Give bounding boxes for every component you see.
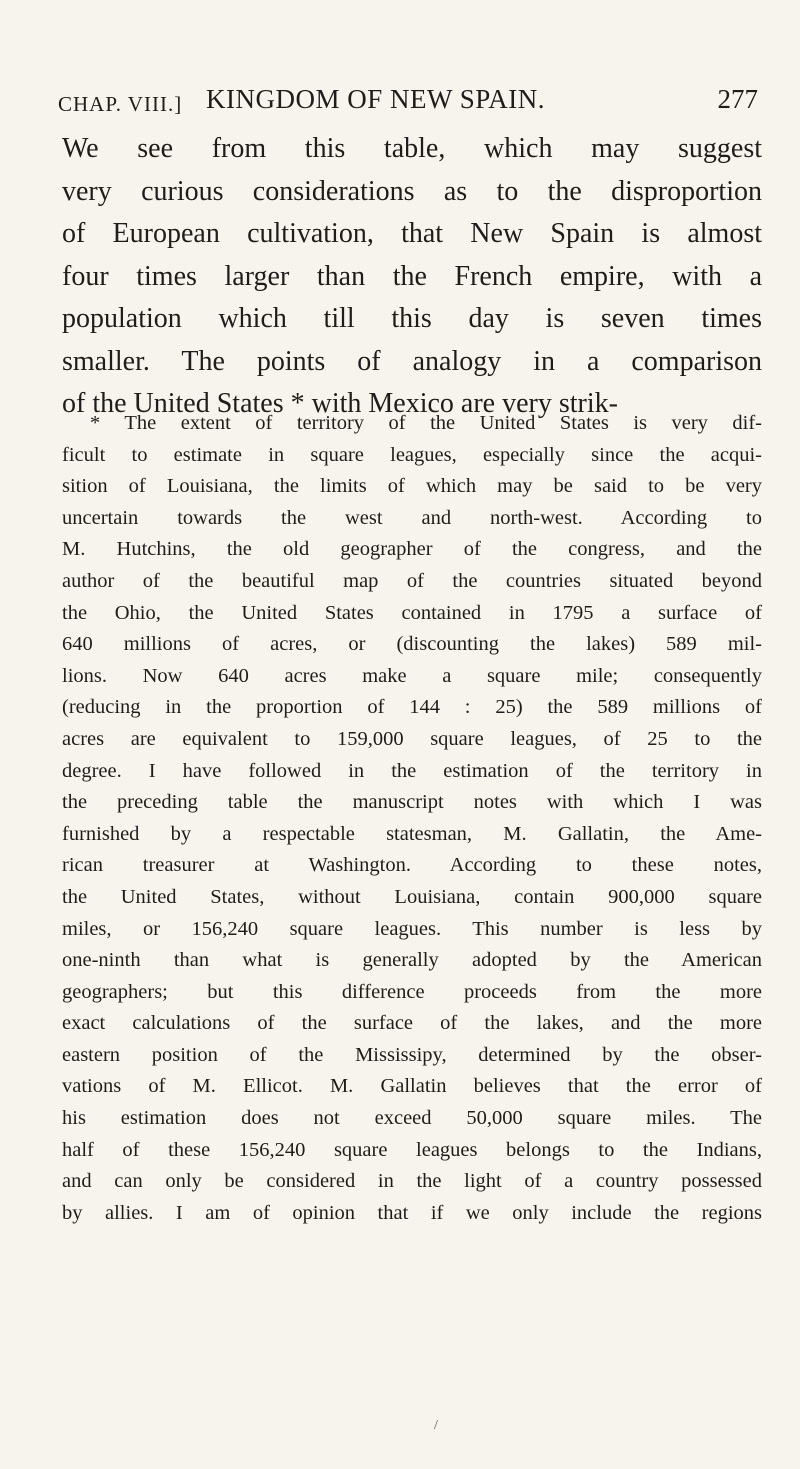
footnote-line: M. Hutchins, the old geographer of the congress, and the xyxy=(62,538,762,561)
text-line: very curious considerations as to the disproportion xyxy=(62,175,762,207)
footnote-line: furnished by a respectable statesman, M. Gallatin, the Ame- xyxy=(62,822,762,845)
footnote-line: sition of Louisiana, the limits of which may be said to be very xyxy=(62,475,762,498)
footnote-line: degree. I have followed in the estimation of the territory in xyxy=(62,759,762,782)
footnote-line: geographers; but this difference proceeds from the more xyxy=(62,980,762,1003)
text-line: smaller. The points of analogy in a comparison xyxy=(62,345,762,377)
text-line: of the United States * with Mexico are very strik- xyxy=(62,388,618,419)
text-line: We see from this table, which may suggest xyxy=(62,133,762,164)
running-title: KINGDOM OF NEW SPAIN. xyxy=(206,84,546,114)
main-paragraph xyxy=(62,128,762,426)
footnote-line: by allies. I am of opinion that if we only include the regions xyxy=(62,1201,762,1224)
footnote-line: the United States, without Louisiana, contain 900,000 square xyxy=(62,885,762,908)
footnote-line: 640 millions of acres, or (discounting the lakes) 589 mil- xyxy=(62,633,762,656)
footnote-line: the preceding table the manuscript notes with which I was xyxy=(62,791,762,814)
footnote-line: * The extent of territory of the United States is very dif- xyxy=(90,412,762,434)
footnote-line: ficult to estimate in square leagues, especially since the acqui- xyxy=(62,443,762,466)
footnote-line: vations of M. Ellicot. M. Gallatin believes that the error of xyxy=(62,1075,762,1098)
chapter-label: CHAP. VIII.] xyxy=(58,92,183,116)
footnote-line: (reducing in the proportion of 144 : 25) the 589 millions of xyxy=(62,696,762,719)
footnote xyxy=(62,408,762,1229)
footnote-line: and can only be considered in the light of a country possessed xyxy=(62,1170,762,1193)
footnote-line: acres are equivalent to 159,000 square leagues, of 25 to the xyxy=(62,727,762,750)
footnote-line: eastern position of the Mississipy, determined by the obser- xyxy=(62,1043,762,1066)
footnote-line: half of these 156,240 square leagues belongs to the Indians, xyxy=(62,1138,762,1161)
footnote-line: rican treasurer at Washington. According to these notes, xyxy=(62,854,762,877)
footnote-line: miles, or 156,240 square leagues. This number is less by xyxy=(62,917,762,940)
footnote-line: the Ohio, the United States contained in 1795 a surface of xyxy=(62,601,762,624)
text-line: population which till this day is seven times xyxy=(62,303,762,334)
text-line: four times larger than the French empire, with a xyxy=(62,260,762,292)
footnote-line: his estimation does not exceed 50,000 square miles. The xyxy=(62,1107,762,1130)
footnote-line: uncertain towards the west and north-west. According to xyxy=(62,506,762,529)
footnote-line: one-ninth than what is generally adopted by the American xyxy=(62,949,762,972)
running-head xyxy=(58,84,758,124)
page-number: 277 xyxy=(717,84,758,114)
footnote-line: lions. Now 640 acres make a square mile; consequently xyxy=(62,664,762,687)
text-line: of European cultivation, that New Spain is almost xyxy=(62,218,762,249)
stray-mark: / xyxy=(434,1418,438,1433)
footnote-line: exact calculations of the surface of the lakes, and the more xyxy=(62,1012,762,1035)
footnote-line: author of the beautiful map of the countries situated beyond xyxy=(62,569,762,592)
